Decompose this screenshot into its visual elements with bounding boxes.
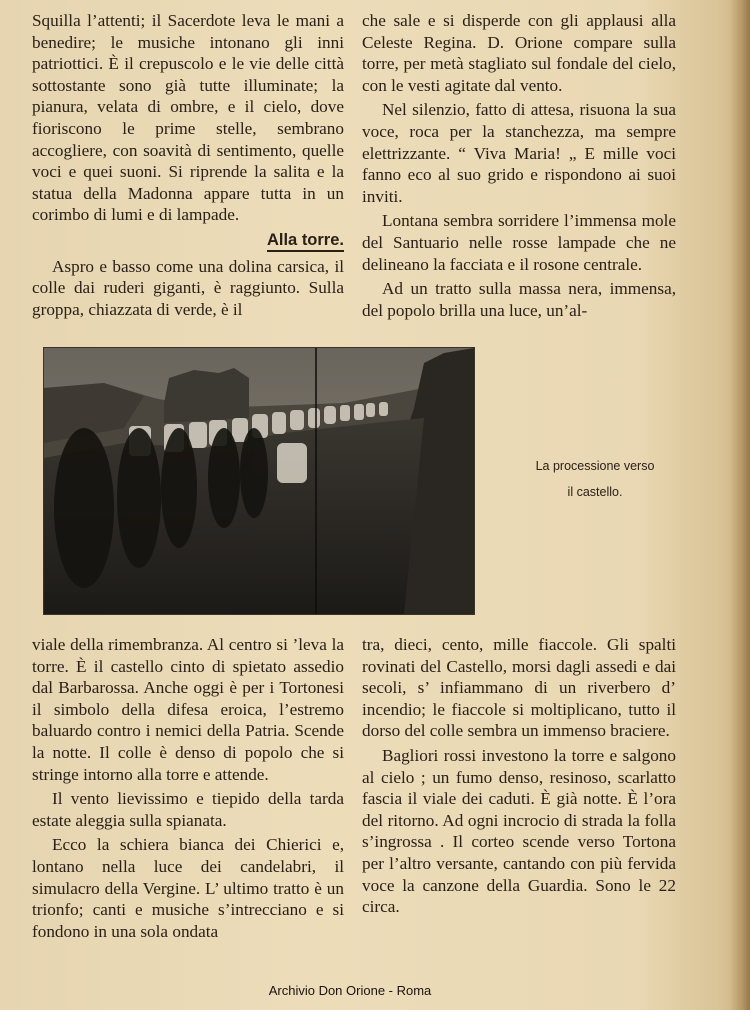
paragraph: Ad un tratto sulla massa nera, immensa, del popolo brilla una luce, un’al- [362, 279, 676, 320]
paragraph: Aspro e basso come una dolina carsica, il colle dai ruderi giganti, è raggiunto. Sulla groppa, chiazzata di verde, è il [32, 256, 344, 319]
paragraph: viale della rimembranza. Al centro si ’leva la torre. È il castello cinto di spietato assedio dal Barbarossa. Anche oggi è per i Tortonesi il simbolo della difesa eroica, l’estremo baluardo contro i nemici della Patria. Scende la notte. Il colle è denso di popolo che si stringe intorno alla torre e attende. [32, 635, 344, 784]
procession-photo [43, 347, 475, 615]
paragraph: Ecco la schiera bianca dei Chierici e, lontano nella luce dei candelabri, il simulacro della Vergine. L’ ultimo tratto è un trionfo; canti e musiche s’intrecciano e si fondono in una sola ondata [32, 835, 344, 941]
photo-caption [505, 453, 685, 505]
paragraph: tra, dieci, cento, mille fiaccole. Gli spalti rovinati del Castello, morsi dagli assedi e dai secoli, s’ infiammano di un riverbero d’ incendio; le fiaccole si moltiplicano, tutto il dorso del colle sembra un immenso braciere. [362, 635, 676, 741]
paragraph: Bagliori rossi investono la torre e salgono al cielo ; un fumo denso, resinoso, scarlatto fascia il viale dei caduti. È già notte. È l’ora del ritorno. Ad ogni incrocio di strada la folla s’ingrossa . Il corteo scende verso Tortona per l’altro versante, cantando con più fervida voce la canzone della Guardia. Sono le 22 circa. [362, 745, 676, 917]
paragraph: Il vento lievissimo e tiepido della tarda estate aleggia sulla spianata. [32, 789, 344, 830]
archive-footer: Archivio Don Orione - Roma [268, 983, 432, 998]
section-heading-text: Alla torre. [267, 231, 344, 252]
column-top-right [362, 10, 676, 321]
photo-caption-line: il castello. [567, 485, 623, 499]
photo-caption-line: La processione verso [535, 459, 655, 473]
section-heading [32, 230, 344, 252]
procession-photo-image [44, 348, 474, 614]
column-bottom-left [32, 634, 344, 942]
paragraph: che sale e si disperde con gli applausi alla Celeste Regina. D. Orione compare sulla torre, per metà stagliato sul fondale del cielo, con le vesti agitate dal vento. [362, 11, 676, 95]
column-bottom-right [362, 634, 676, 918]
paragraph: Nel silenzio, fatto di attesa, risuona la sua voce, roca per la stanchezza, ma sempre elettrizzante. “ Viva Maria! „ E mille voci fanno eco al suo grido e rispondono ai suoi inviti. [362, 100, 676, 206]
page-edge-shadow [730, 0, 750, 1010]
paragraph: Squilla l’attenti; il Sacerdote leva le mani a benedire; le musiche intonano gli inni patriottici. È il crepuscolo e le vie delle città sottostante sono già tutte illuminate; la pianura, velata di ombre, e il cielo, dove fioriscono le prime stelle, sembrano accogliere, con soavità di sentimento, quelle voci e quei suoni. Si riprende la salita e la statua della Madonna appare tutta in un corimbo di lumi e di lampade. [32, 11, 344, 225]
paragraph: Lontana sembra sorridere l’immensa mole del Santuario nelle rosse lampade che ne delineano la facciata e il rosone centrale. [362, 211, 676, 274]
column-top-left [32, 10, 344, 320]
